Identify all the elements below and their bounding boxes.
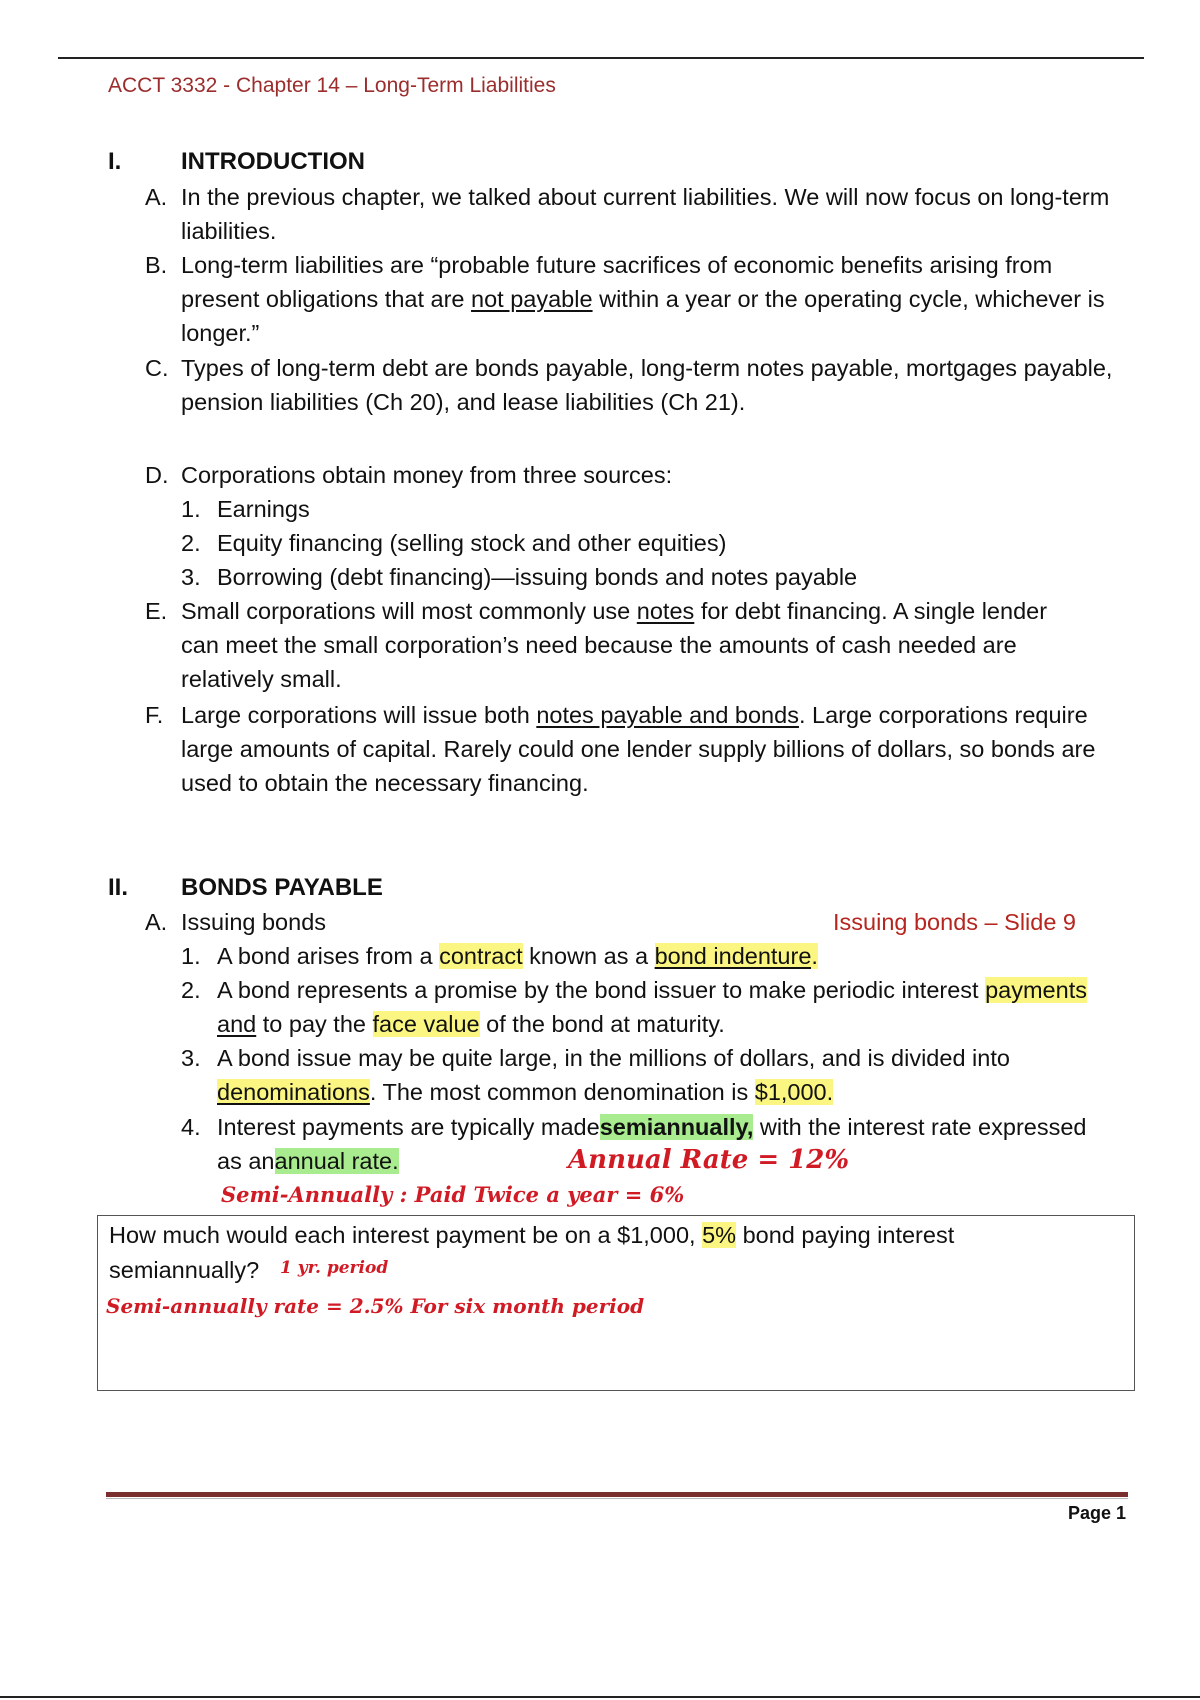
item-text: Long-term liabilities are “probable future sacrifices of economic benefits arising from present obligations that are not payable within a year or the operating cycle, whichever is longer.”: [181, 252, 1105, 346]
underlined-text: not payable: [471, 286, 593, 312]
highlight-payments: payments: [985, 977, 1087, 1003]
handwriting-semi-annually: Semi-Annually : Paid Twice a year = 6%: [221, 1182, 685, 1207]
question-box: [97, 1215, 1135, 1391]
handwriting-semi-rate: Semi-annually rate = 2.5% For six month period: [106, 1294, 645, 1318]
question-text: How much would each interest payment be on a $1,000, 5% bond paying interest semiannually?: [109, 1222, 955, 1283]
highlight-semiannually: semiannually,: [599, 1114, 754, 1140]
item-text: Large corporations will issue both notes payable and bonds. Large corporations require large amounts of capital. Rarely could one lender supply billions of dollars, so bonds are used to obtain the necessary financing.: [181, 702, 1096, 796]
highlight-1000: $1,000.: [754, 1079, 834, 1105]
slide-reference: Issuing bonds – Slide 9: [833, 909, 1076, 935]
item-label: C.: [145, 355, 169, 381]
underlined-text: notes: [636, 598, 695, 624]
item-label: E.: [145, 598, 168, 624]
highlight-denominations: denominations: [217, 1079, 370, 1105]
underlined-and: and: [217, 1011, 257, 1037]
item-text: Corporations obtain money from three sources:: [181, 462, 673, 488]
item-label: B.: [145, 252, 168, 278]
section-title: BONDS PAYABLE: [181, 874, 383, 901]
section-title: INTRODUCTION: [181, 148, 365, 175]
section-numeral: I.: [108, 148, 122, 175]
item-label: A.: [145, 909, 168, 935]
highlight-5-percent: 5%: [702, 1222, 737, 1248]
handwriting-one-year: 1 yr. period: [280, 1258, 389, 1278]
item-label: A.: [145, 184, 168, 210]
highlight-bond-indenture: bond indenture: [654, 943, 812, 969]
footer-rule: [106, 1492, 1128, 1497]
footer-rule-thin: [106, 1498, 1128, 1499]
item-text: Small corporations will most commonly use notes for debt financing. A single lender can meet the small corporation’s need because the amounts of cash needed are relatively small.: [181, 598, 1048, 692]
item-label: F.: [145, 702, 164, 728]
item-text: Types of long-term debt are bonds payable, long-term notes payable, mortgages payable, pension liabilities (Ch 20), and lease liabilities (Ch 21).: [181, 355, 1113, 415]
highlight-annual-rate: annual rate.: [274, 1148, 399, 1174]
top-rule: [58, 57, 1144, 59]
section-numeral: II.: [108, 874, 129, 901]
bottom-rule: [0, 1696, 1200, 1698]
item-text: Issuing bonds: [181, 909, 327, 935]
highlight-face-value: face value: [372, 1011, 480, 1037]
underlined-text: notes payable and bonds: [536, 702, 799, 728]
handwriting-annual-rate: Annual Rate = 12%: [568, 1145, 850, 1175]
item-label: D.: [145, 462, 169, 488]
page-header-title: ACCT 3332 - Chapter 14 – Long-Term Liabilities: [108, 74, 556, 97]
highlight-contract: contract: [439, 943, 523, 969]
page-number: Page 1: [1068, 1503, 1127, 1523]
item-text: In the previous chapter, we talked about current liabilities. We will now focus on long-term liabilities.: [181, 184, 1110, 244]
